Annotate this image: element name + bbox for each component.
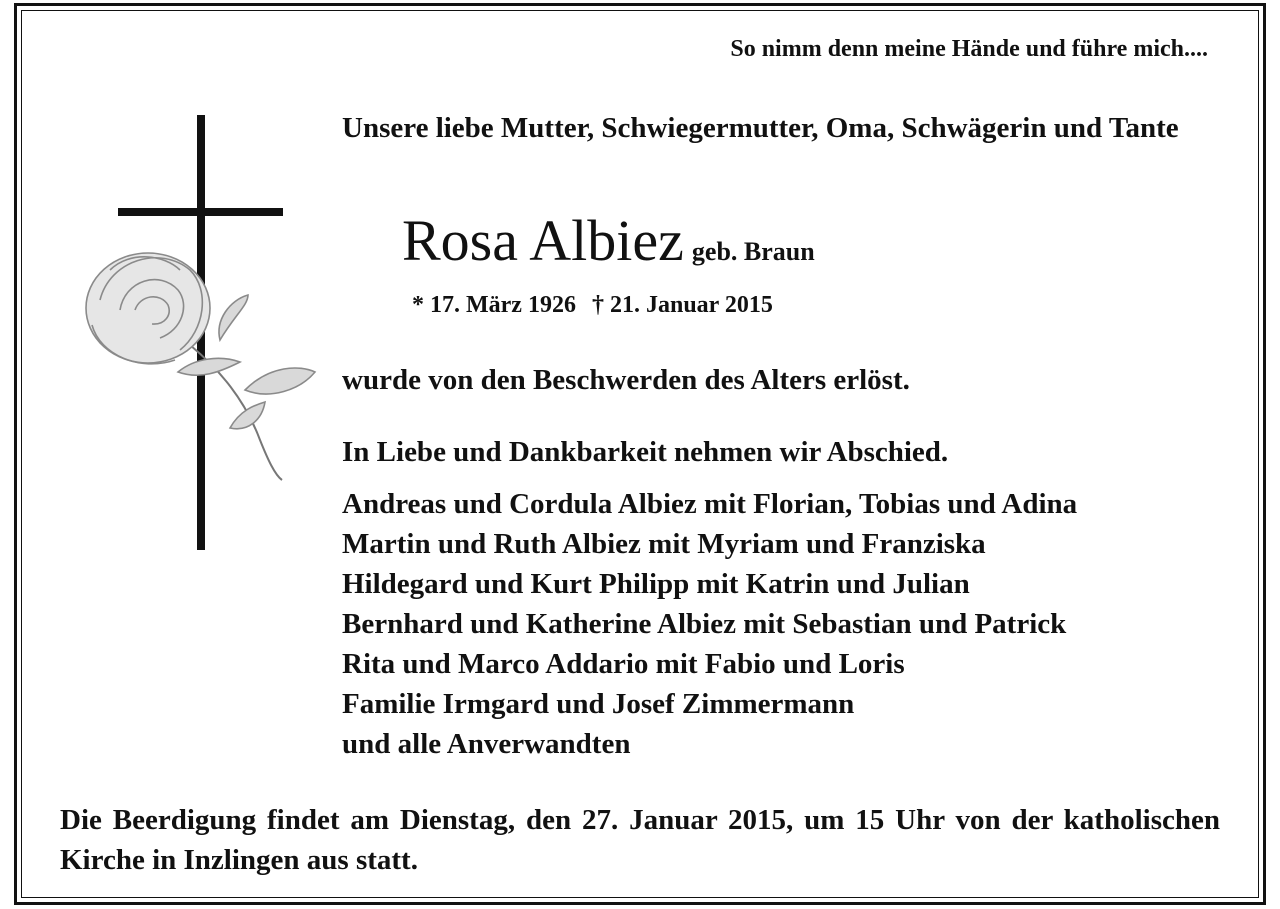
- mourner-line: Andreas und Cordula Albiez mit Florian, Tobias und Adina: [342, 488, 1078, 520]
- mourners-list: [342, 484, 1077, 764]
- mourner-line: Familie Irmgard und Josef Zimmermann: [342, 688, 855, 720]
- funeral-notice: Die Beerdigung findet am Dienstag, den 27. Januar 2015, um 15 Uhr von der katholischen Kirche in Inzlingen aus statt.: [60, 804, 1220, 876]
- deceased-name: Rosa Albiez: [402, 208, 684, 273]
- death-date: † 21. Januar 2015: [591, 292, 773, 318]
- mourner-line: und alle Anverwandten: [342, 728, 631, 760]
- farewell-text: In Liebe und Dankbarkeit nehmen wir Abschied.: [342, 436, 949, 468]
- birth-date: * 17. März 1926: [412, 292, 576, 318]
- mourner-line: Hildegard und Kurt Philipp mit Katrin und Julian: [342, 568, 970, 600]
- released-text: wurde von den Beschwerden des Alters erlöst.: [342, 364, 910, 396]
- deceased-name-line: [402, 208, 815, 285]
- intro-text: Unsere liebe Mutter, Schwiegermutter, Oma, Schwägerin und Tante: [342, 112, 1179, 144]
- mourner-line: Rita und Marco Addario mit Fabio und Loris: [342, 648, 905, 680]
- mourner-line: Martin und Ruth Albiez mit Myriam und Franziska: [342, 528, 986, 560]
- motto-verse: So nimm denn meine Hände und führe mich....: [730, 36, 1208, 62]
- life-dates: [412, 292, 773, 319]
- mourner-line: Bernhard und Katherine Albiez mit Sebastian und Patrick: [342, 608, 1067, 640]
- maiden-name: geb. Braun: [691, 237, 815, 266]
- cross-rose-illustration: [70, 110, 320, 560]
